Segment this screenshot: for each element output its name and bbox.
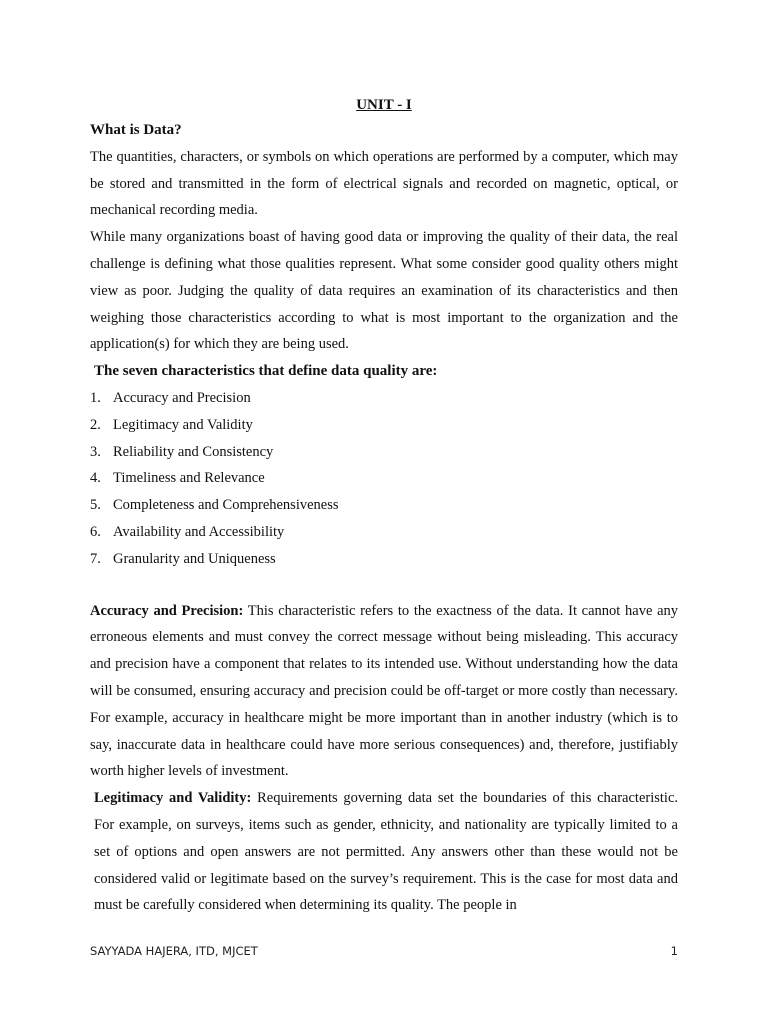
list-item-number: 2. [90, 416, 101, 433]
term-accuracy: Accuracy and Precision: [90, 602, 244, 619]
paragraph-legitimacy [90, 785, 678, 919]
list-item-number: 6. [90, 523, 101, 540]
paragraph-data-quality: While many organizations boast of having good data or improving the quality of their data, the real challenge is defining what those qualities represent. What some consider good quality others might view as poor. Judging the quality of data requires an examination of its characteristics and then weighing those characteristics according to what is most important to the organization and the application(s) for which they are being used. [90, 229, 678, 353]
list-item-number: 1. [90, 389, 101, 406]
list-heading: The seven characteristics that define data quality are: [94, 363, 438, 380]
list-item [90, 439, 678, 466]
text-legitimacy: Requirements governing data set the boundaries of this characteristic. For example, on surveys, items such as gender, ethnicity, and nationality are typically limited to a set of options and open answers are not permitted. Any answers other than these would not be considered valid or legitimate based on the survey’s requirement. This is the case for most data and must be carefully considered when determining its quality. The people in [94, 790, 678, 914]
list-item-number: 3. [90, 443, 101, 460]
document-body [90, 92, 678, 919]
list-item-label: Legitimacy and Validity [113, 416, 253, 433]
paragraph-accuracy [90, 598, 678, 786]
spacer [90, 573, 678, 598]
list-item-label: Completeness and Comprehensiveness [113, 497, 339, 514]
list-item-label: Reliability and Consistency [113, 443, 274, 460]
list-item [90, 519, 678, 546]
list-item-label: Accuracy and Precision [113, 389, 251, 406]
section-heading: What is Data? [90, 122, 182, 138]
footer-author: SAYYADA HAJERA, ITD, MJCET [90, 944, 258, 958]
list-item [90, 412, 678, 439]
list-item-number: 5. [90, 497, 101, 514]
list-item-number: 7. [90, 550, 101, 567]
list-item-label: Timeliness and Relevance [113, 470, 265, 487]
list-item [90, 492, 678, 519]
text-accuracy: This characteristic refers to the exactness of the data. It cannot have any erroneous elements and must convey the correct message without being misleading. This accuracy and precision have a component that relates to its intended use. Without understanding how the data will be consumed, ensuring accuracy and precision could be off-target or more costly than necessary. For example, accuracy in healthcare might be more important than in another industry (which is to say, inaccurate data in healthcare could have more serious consequences) and, therefore, justifiably worth higher levels of investment. [90, 602, 679, 780]
list-item-label: Granularity and Uniqueness [113, 550, 276, 567]
list-item [90, 465, 678, 492]
characteristics-list [90, 385, 678, 573]
list-item [90, 546, 678, 573]
page-footer [90, 944, 678, 958]
list-item-label: Availability and Accessibility [113, 523, 285, 540]
list-item-number: 4. [90, 470, 101, 487]
unit-title: UNIT - I [356, 97, 412, 113]
paragraph-data-definition: The quantities, characters, or symbols on which operations are performed by a computer, which may be stored and transmitted in the form of electrical signals and recorded on magnetic, optical, or mechanical recording media. [90, 148, 678, 219]
term-legitimacy: Legitimacy and Validity: [94, 790, 252, 807]
page-number: 1 [670, 944, 678, 958]
list-item [90, 385, 678, 412]
